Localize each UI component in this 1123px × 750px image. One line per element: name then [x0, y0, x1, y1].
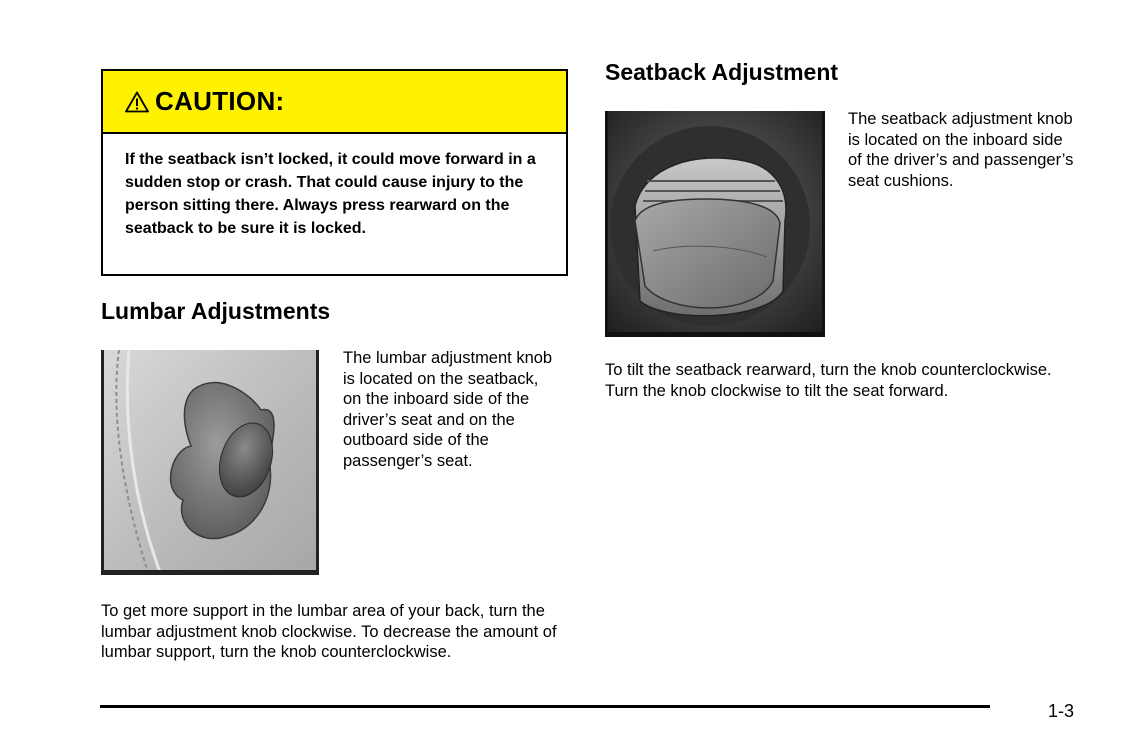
- page-number: 1-3: [1048, 701, 1075, 721]
- warning-triangle-icon: [125, 91, 149, 113]
- seatback-body-text: To tilt the seatback rearward, turn the knob counterclockwise. Turn the knob clockwise to tilt the seat forward.: [605, 361, 1052, 400]
- lumbar-side-text: The lumbar adjustment knob is located on the seatback, on the inboard side of the driver’s seat and on the outboard side of the passenger’s seat.: [343, 349, 553, 470]
- seatback-side-text: The seatback adjustment knob is located on the inboard side of the driver’s and passenger’s seat cushions.: [848, 110, 1074, 190]
- lumbar-knob-photo: [101, 350, 319, 575]
- caution-box: [101, 69, 568, 276]
- seatback-heading: Seatback Adjustment: [605, 59, 839, 85]
- lumbar-heading: Lumbar Adjustments: [101, 298, 331, 324]
- lumbar-body-text: To get more support in the lumbar area of your back, turn the lumbar adjustment knob clockwise. To decrease the amount of lumbar support, turn the knob counterclockwise.: [101, 602, 557, 662]
- footer-rule: [100, 705, 990, 708]
- caution-text: If the seatback isn’t locked, it could move forward in a sudden stop or crash. That could cause injury to the person sitting there. Always press rearward on the seatback to be sure it is locked.: [125, 151, 536, 237]
- seatback-knob-photo: [605, 111, 825, 337]
- caution-title: CAUTION:: [155, 86, 285, 116]
- caution-header: [103, 71, 566, 134]
